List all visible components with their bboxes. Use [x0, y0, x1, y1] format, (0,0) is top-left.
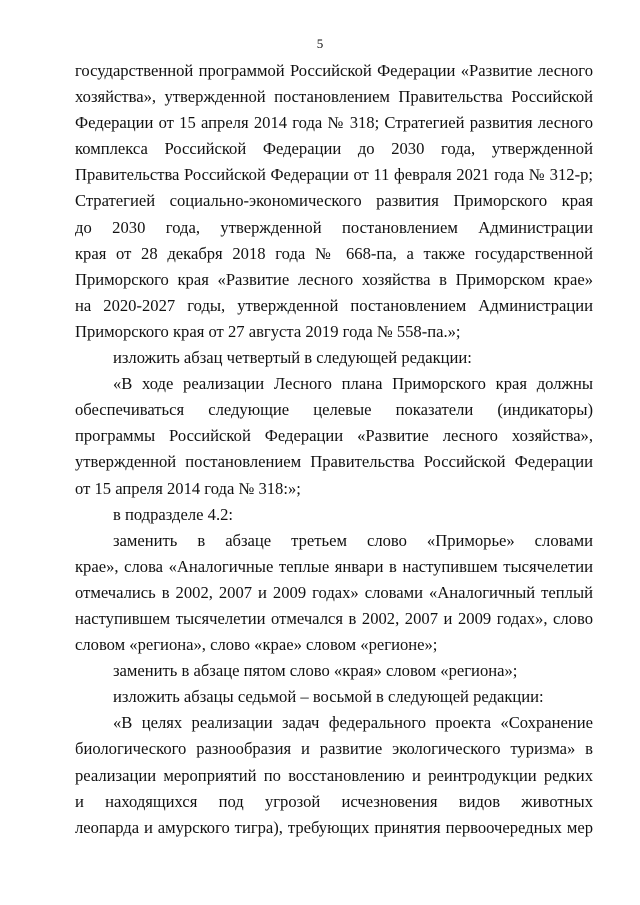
text-line: леопарда и амурского тигра), требующих принятия первоочередных мер: [75, 817, 593, 837]
text-line: до 2030 года, утвержденной постановлением Администрации: [75, 217, 593, 237]
text-line: заменить в абзаце третьем слово «Приморье» словами: [113, 530, 593, 550]
text-line: словом «региона», слово «крае» словом «регионе»;: [75, 635, 438, 655]
text-line: от 15 апреля 2014 года № 318:»;: [75, 478, 301, 498]
text-line: в подразделе 4.2:: [113, 504, 233, 524]
text-line: реализации мероприятий по восстановлению и реинтродукции редких: [75, 765, 593, 785]
text-line: отмечались в 2002, 2007 и 2009 годах» словами «Аналогичный теплый: [75, 582, 593, 602]
text-line: Стратегией социально-экономического развития Приморского края: [75, 191, 593, 211]
text-line: биологического разнообразия и развитие экологического туризма» в: [75, 739, 593, 759]
text-line: Правительства Российской Федерации от 11 февраля 2021 года № 312-р;: [75, 165, 593, 185]
text-line: Приморского края от 27 августа 2019 года № 558-па.»;: [75, 321, 461, 341]
text-line: хозяйства», утвержденной постановлением Правительства Российской: [75, 87, 593, 107]
text-line: «В ходе реализации Лесного плана Приморского края должны: [113, 374, 593, 394]
text-line: крае», слова «Аналогичные теплые январи в наступившем тысячелетии: [75, 556, 593, 576]
text-line: государственной программой Российской Федерации «Развитие лесного: [75, 61, 593, 80]
text-line: комплекса Российской Федерации до 2030 года, утвержденной: [75, 139, 593, 159]
text-line: изложить абзацы седьмой – восьмой в следующей редакции:: [113, 687, 544, 707]
text-line: утвержденной постановлением Правительства Российской Федерации: [75, 452, 593, 472]
text-line: «В целях реализации задач федерального проекта «Сохранение: [113, 713, 593, 733]
text-line: края от 28 декабря 2018 года № 668-па, а также государственной: [75, 243, 593, 263]
text-line: наступившем тысячелетии отмечался в 2002, 2007 и 2009 годах», слово: [75, 608, 593, 628]
text-line: и находящихся под угрозой исчезновения видов животных: [75, 791, 593, 811]
text-line: обеспечиваться следующие целевые показатели (индикаторы): [75, 400, 593, 420]
document-body: [75, 58, 593, 841]
text-line: изложить абзац четвертый в следующей редакции:: [113, 348, 472, 368]
text-line: на 2020-2027 годы, утвержденной постановлением Администрации: [75, 295, 593, 315]
text-line: заменить в абзаце пятом слово «края» словом «региона»;: [113, 661, 518, 681]
text-line: Приморского края «Развитие лесного хозяйства в Приморском крае»: [75, 269, 593, 289]
text-line: программы Российской Федерации «Развитие лесного хозяйства»,: [75, 426, 593, 446]
page-number: 5: [316, 36, 324, 51]
text-line: Федерации от 15 апреля 2014 года № 318; Стратегией развития лесного: [75, 113, 593, 133]
